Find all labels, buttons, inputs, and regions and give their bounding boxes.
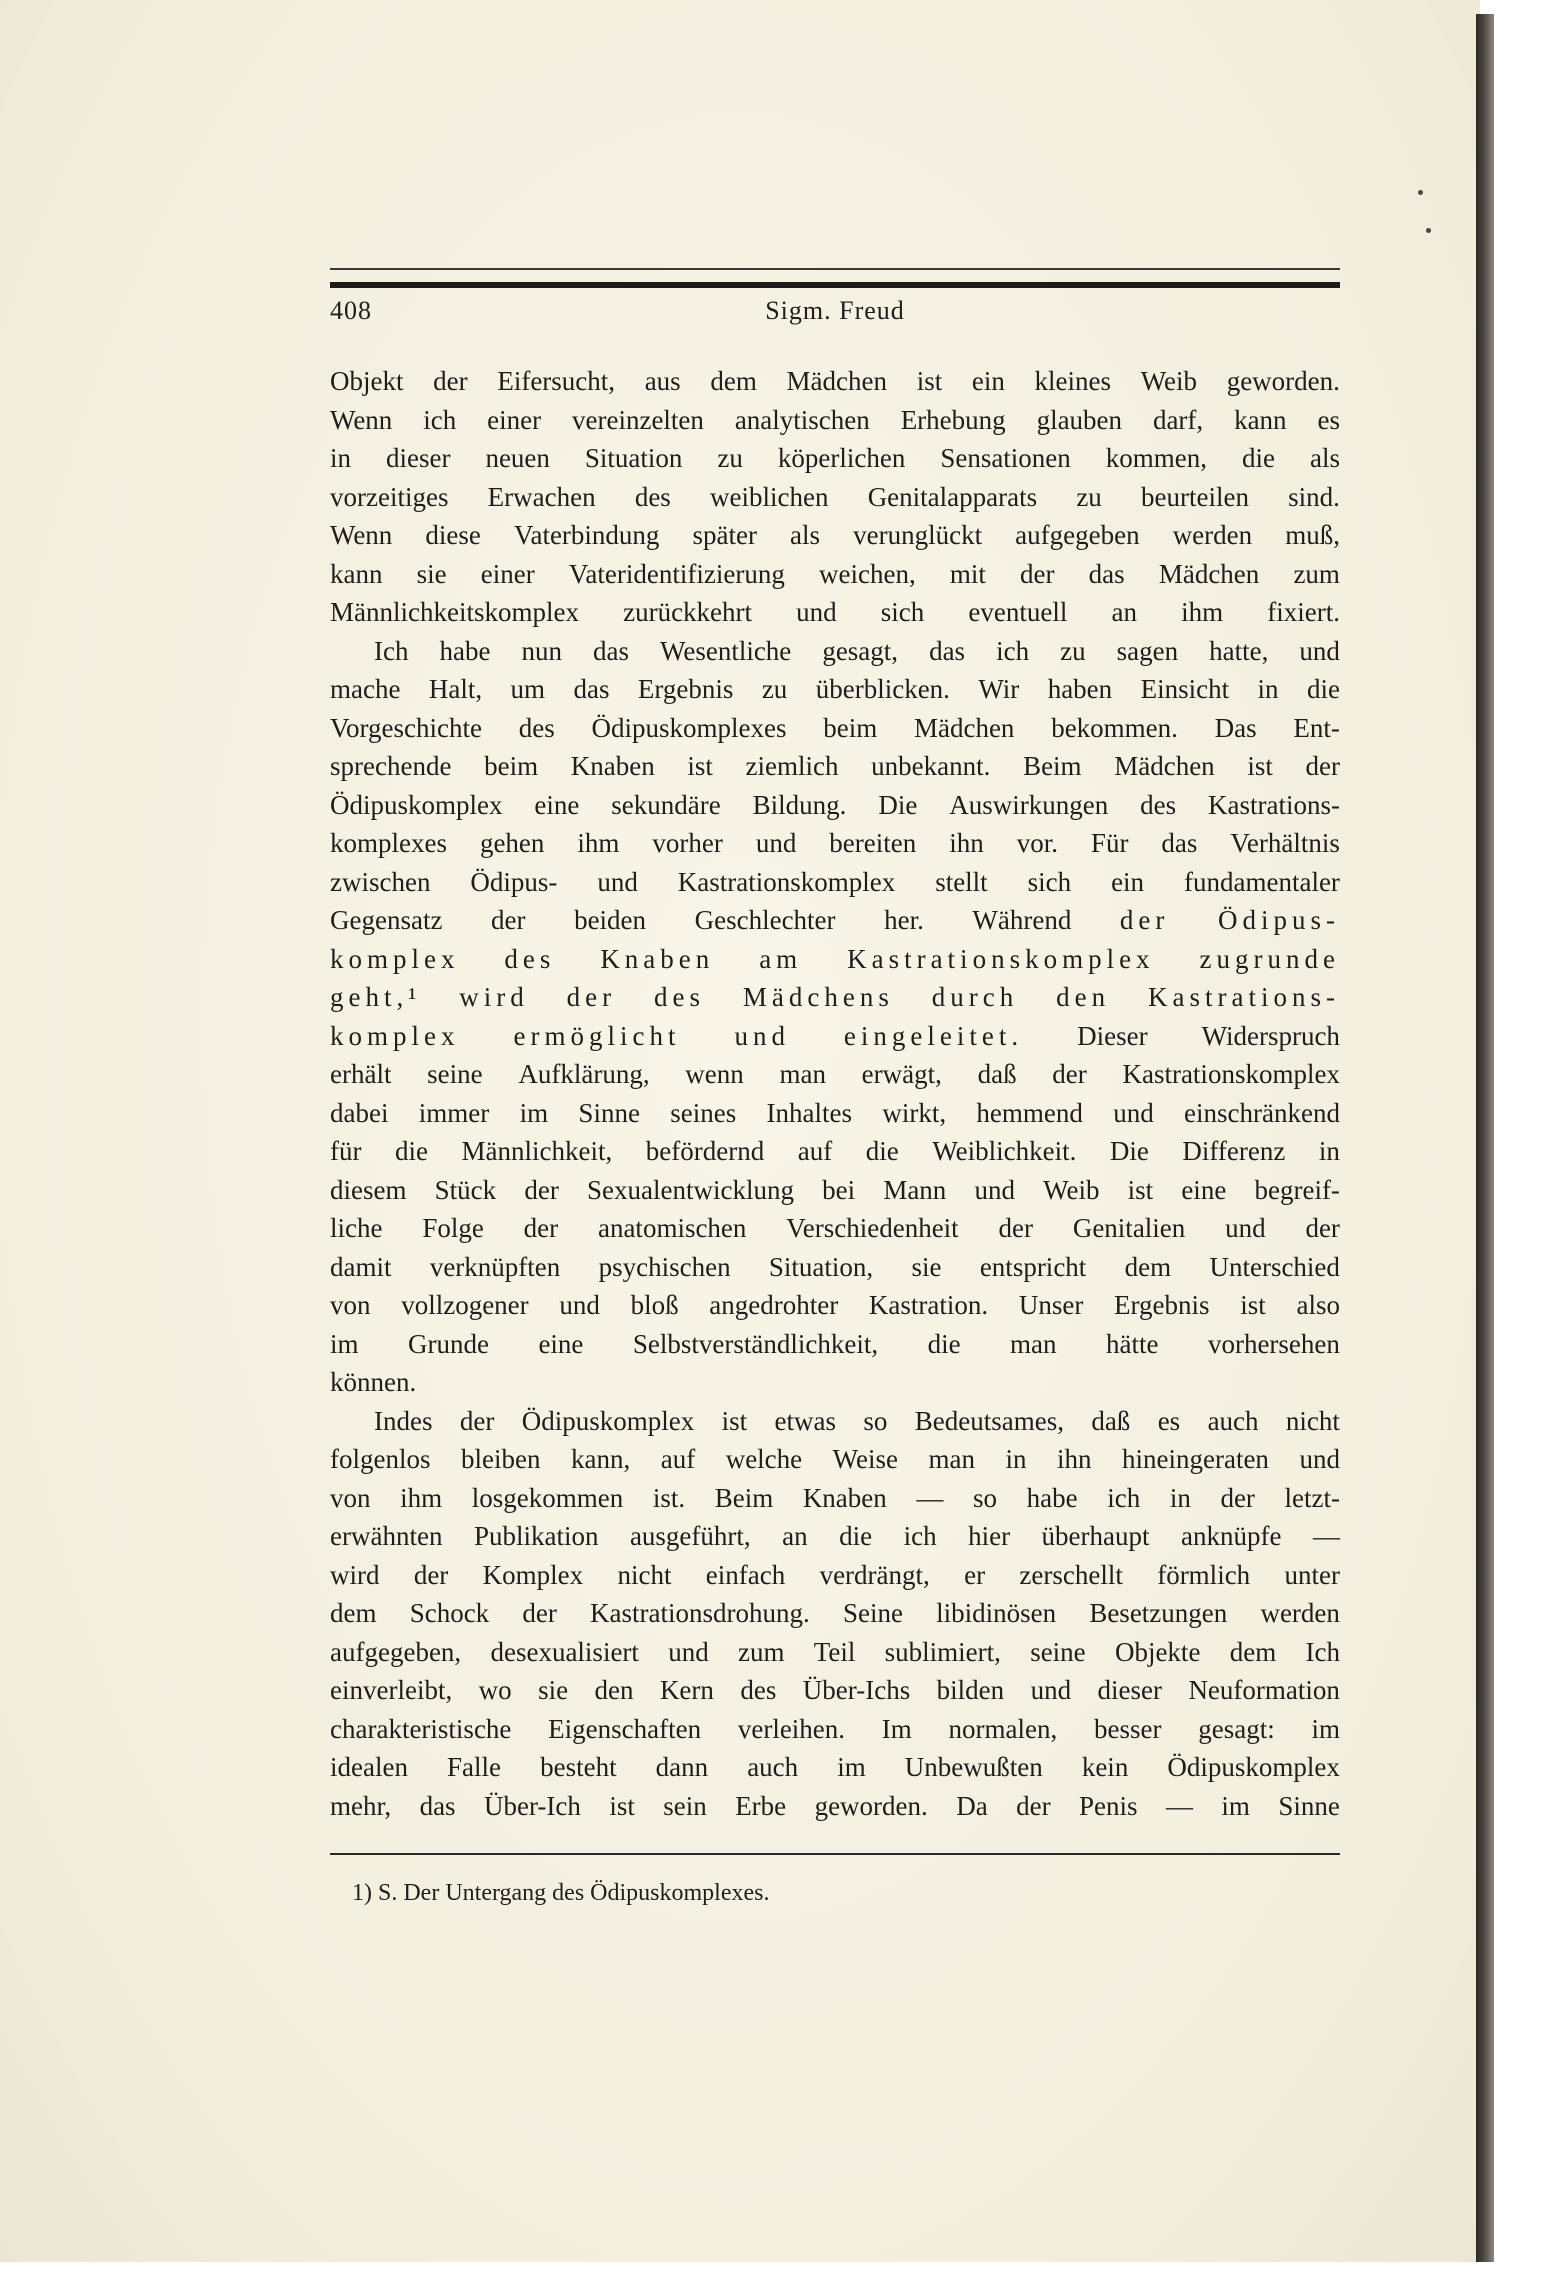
text-line: charakteristische Eigenschaften verleihen. Im normalen, besser gesagt: im (330, 1713, 1340, 1744)
text-line: erwähnten Publikation ausgeführt, an die ich hier überhaupt anknüpfe — (330, 1521, 1340, 1551)
header-rule (330, 282, 1340, 288)
text-line: damit verknüpften psychischen Situation, sie entspricht dem Unterschied (330, 1251, 1340, 1282)
text-line: von ihm losgekommen ist. Beim Knaben — so habe ich in der letzt- (330, 1482, 1340, 1513)
page-number: 408 (330, 296, 372, 325)
text-line: Ich habe nun das Wesentliche gesagt, das ich zu sagen hatte, und (374, 635, 1340, 666)
text-line: in dieser neuen Situation zu köperlichen Sensationen kommen, die als (330, 443, 1340, 473)
scan-speck (1418, 190, 1423, 195)
text-line: Objekt der Eifersucht, aus dem Mädchen ist ein kleines Weib geworden. (330, 366, 1340, 396)
text-line: mehr, das Über-Ich ist sein Erbe geworden. Da der Penis — im Sinne (330, 1790, 1340, 1821)
text-line: im Grunde eine Selbstverständlichkeit, die man hätte vorhersehen (330, 1328, 1340, 1359)
text-line: von vollzogener und bloß angedrohter Kastration. Unser Ergebnis ist also (330, 1290, 1340, 1320)
header-rule-thin (330, 268, 1340, 270)
text-line: komplex ermöglicht und eingeleitet. Dieser Widerspruch (330, 1020, 1340, 1051)
text-line: sprechende beim Knaben ist ziemlich unbekannt. Beim Mädchen ist der (330, 751, 1340, 781)
text-line: dabei immer im Sinne seines Inhaltes wirkt, hemmend und einschränkend (330, 1097, 1340, 1128)
footnote: 1) S. Der Untergang des Ödipuskomplexes. (352, 1880, 770, 1906)
text-line: Männlichkeitskomplex zurückkehrt und sich eventuell an ihm fixiert. (330, 597, 1340, 627)
text-line: idealen Falle besteht dann auch im Unbewußten kein Ödipuskomplex (330, 1752, 1340, 1782)
text-line: Wenn diese Vaterbindung später als verunglückt aufgegeben werden muß, (330, 520, 1340, 550)
page-header (330, 268, 1340, 328)
text-line: Indes der Ödipuskomplex ist etwas so Bedeutsames, daß es auch nicht (374, 1405, 1340, 1436)
text-line: diesem Stück der Sexualentwicklung bei Mann und Weib ist eine begreif- (330, 1174, 1340, 1205)
body-text (330, 362, 1340, 1825)
text-line: komplexes gehen ihm vorher und bereiten ihn vor. Für das Verhältnis (330, 828, 1340, 858)
text-line: wird der Komplex nicht einfach verdrängt, er zerschellt förmlich unter (330, 1559, 1340, 1590)
text-line: Gegensatz der beiden Geschlechter her. Während der Ödipus- (330, 905, 1340, 935)
text-line: zwischen Ödipus- und Kastrationskomplex stellt sich ein fundamentaler (330, 866, 1340, 897)
text-line: für die Männlichkeit, befördernd auf die Weiblichkeit. Die Differenz in (330, 1136, 1340, 1166)
scan-speck (1426, 228, 1431, 233)
text-line: komplex des Knaben am Kastrationskomplex zugrunde (330, 943, 1340, 974)
text-line: vorzeitiges Erwachen des weiblichen Genitalapparats zu beurteilen sind. (330, 481, 1340, 512)
running-head: Sigm. Freud (765, 296, 905, 325)
text-line: erhält seine Aufklärung, wenn man erwägt, daß der Kastrationskomplex (330, 1059, 1340, 1089)
text-line: liche Folge der anatomischen Verschiedenheit der Genitalien und der (330, 1213, 1340, 1243)
text-line: dem Schock der Kastrationsdrohung. Seine libidinösen Besetzungen werden (330, 1598, 1340, 1628)
text-line: aufgegeben, desexualisiert und zum Teil sublimiert, seine Objekte dem Ich (330, 1636, 1340, 1667)
text-line: können. (330, 1367, 417, 1397)
footnote-rule (330, 1853, 1340, 1855)
text-line: Vorgeschichte des Ödipuskomplexes beim Mädchen bekommen. Das Ent- (330, 712, 1340, 743)
text-line: kann sie einer Vateridentifizierung weichen, mit der das Mädchen zum (330, 558, 1340, 589)
text-line: geht,¹ wird der des Mädchens durch den Kastrations- (330, 982, 1340, 1012)
text-line: einverleibt, wo sie den Kern des Über-Ichs bilden und dieser Neuformation (330, 1675, 1340, 1705)
text-line: folgenlos bleiben kann, auf welche Weise man in ihn hineingeraten und (330, 1444, 1340, 1474)
text-line: Ödipuskomplex eine sekundäre Bildung. Die Auswirkungen des Kastrations- (330, 789, 1340, 820)
text-line: mache Halt, um das Ergebnis zu überblicken. Wir haben Einsicht in die (330, 674, 1340, 704)
text-line: Wenn ich einer vereinzelten analytischen Erhebung glauben darf, kann es (330, 404, 1340, 435)
page-edge-shadow (1476, 14, 1494, 2262)
